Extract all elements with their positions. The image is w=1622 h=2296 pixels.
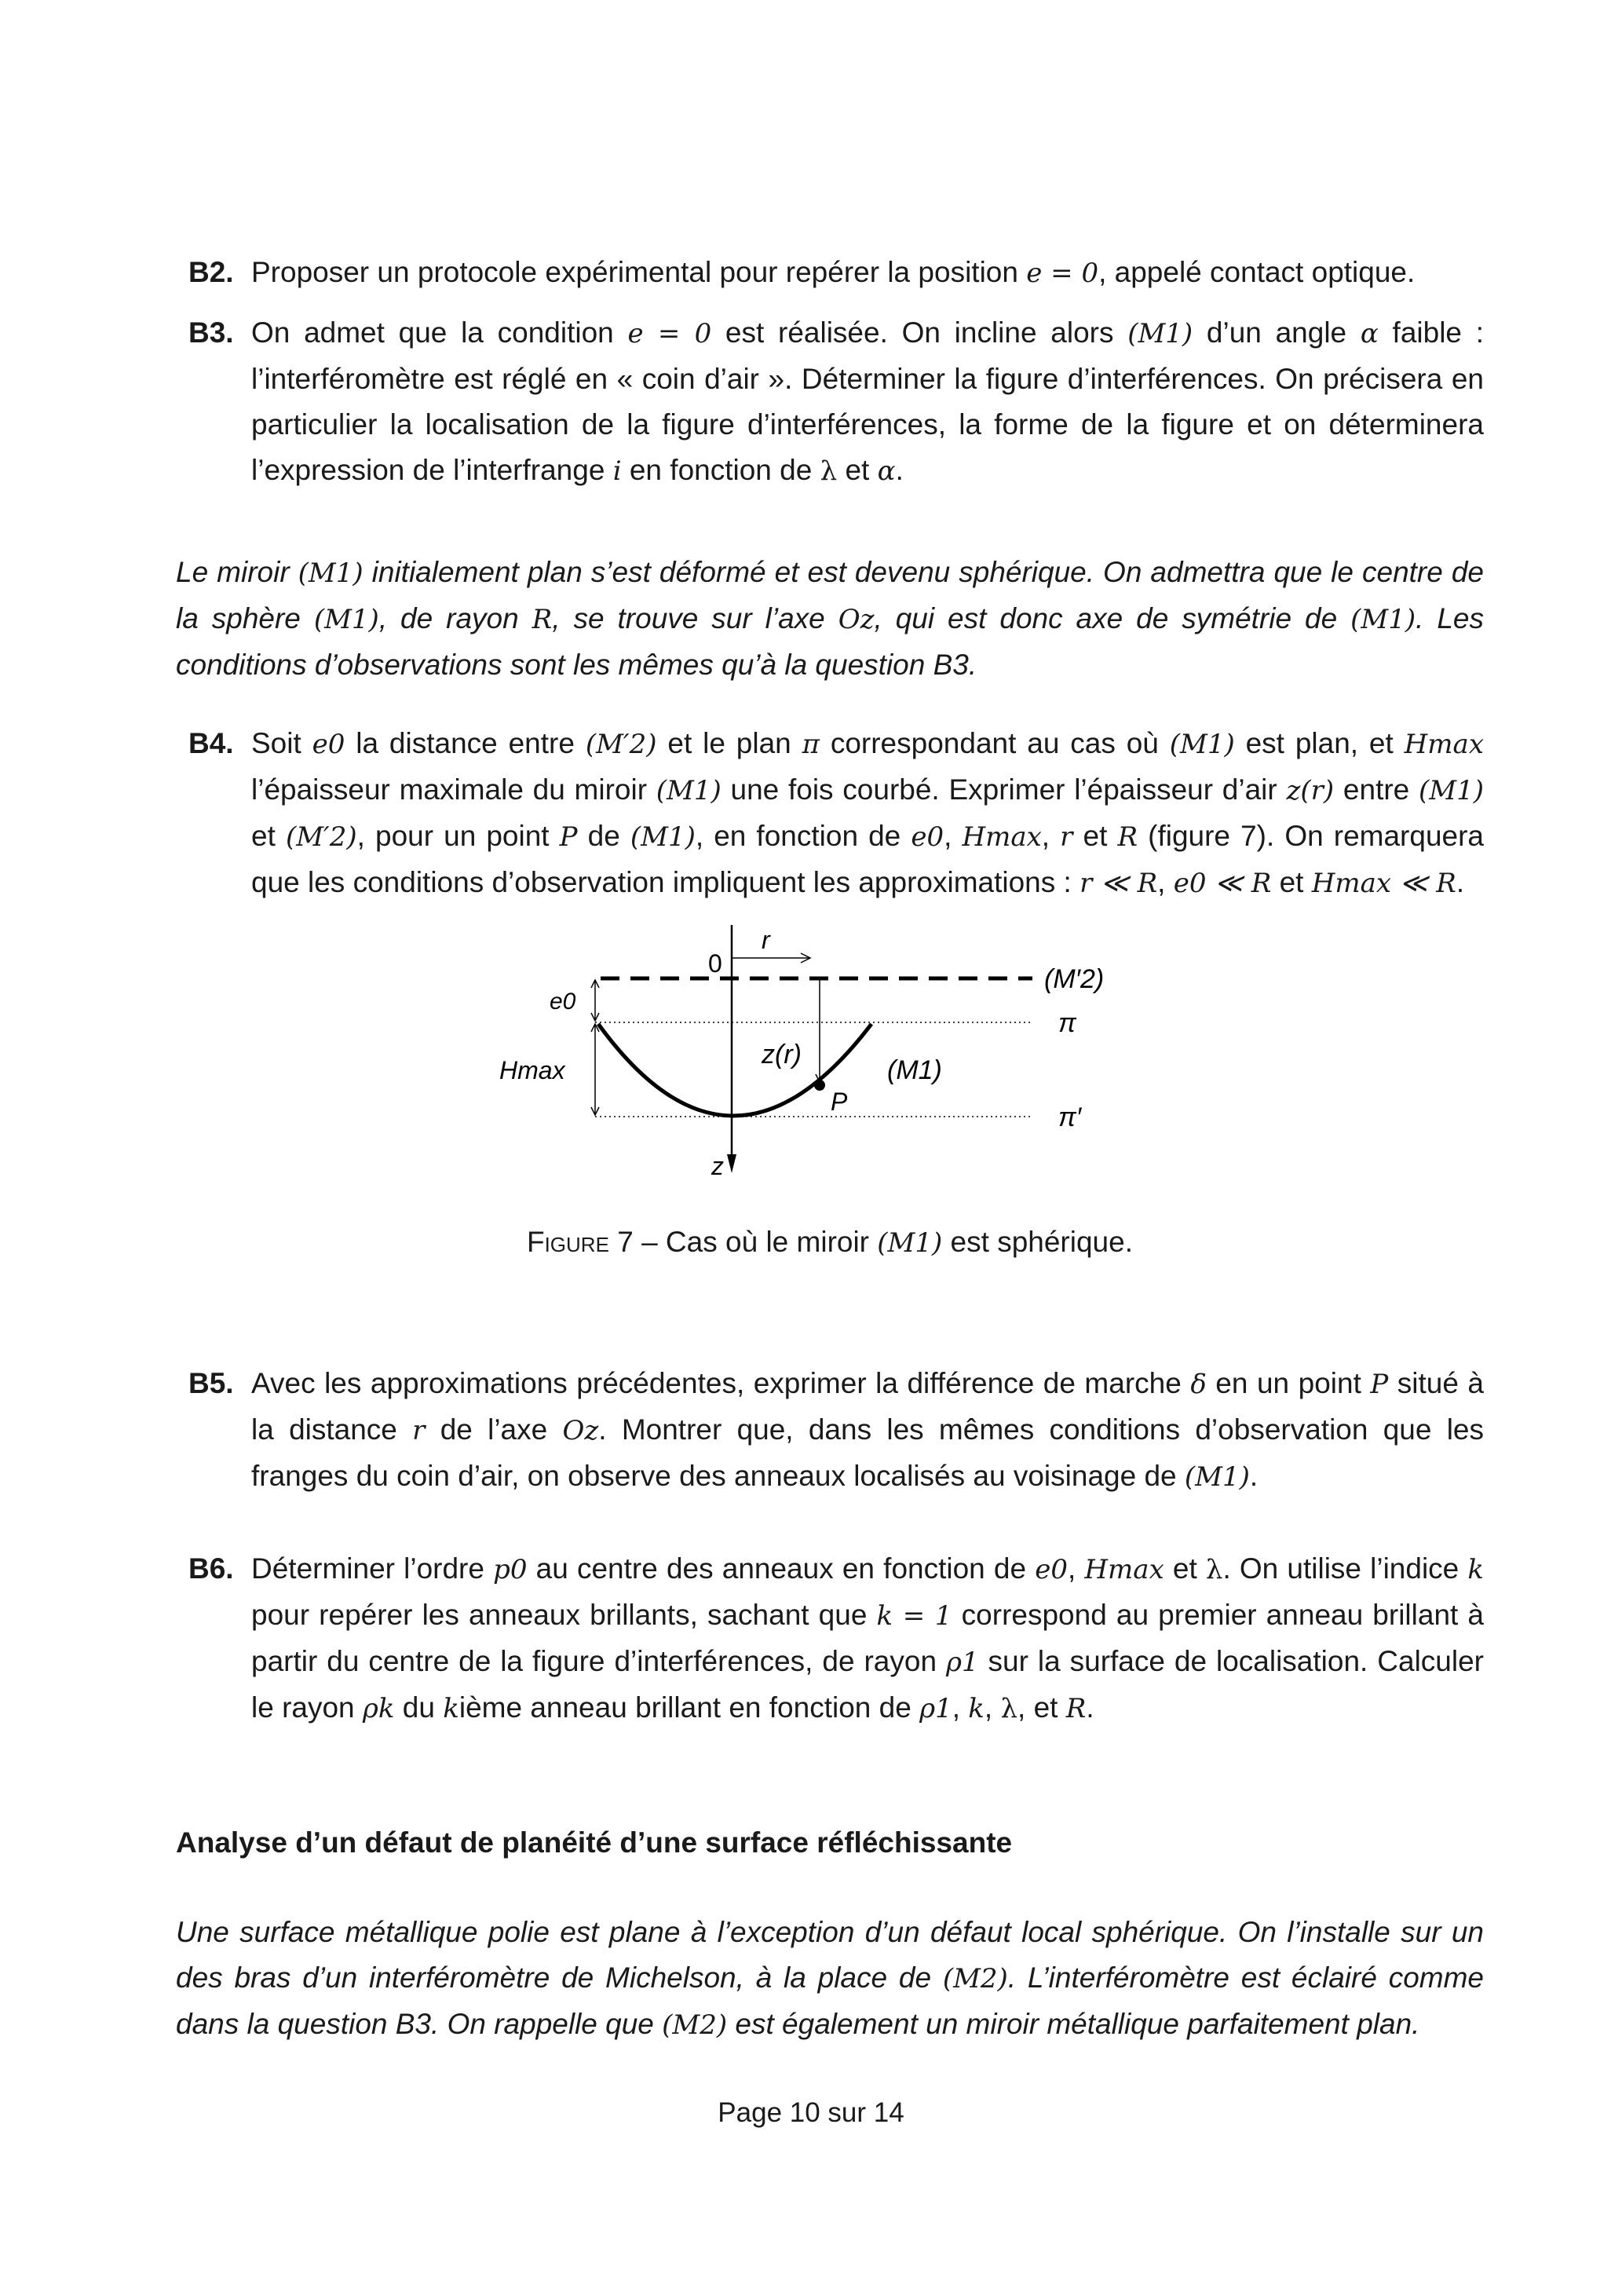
p-label: P xyxy=(831,1088,848,1116)
pi-prime-label: π′ xyxy=(1058,1102,1082,1132)
intro-paragraph-surface-defect: Une surface métallique polie est plane à l’exception d’un défaut local sphérique. On l’installe sur un des bras d’un interféromètre de Michelson, à la place de (M2). L’interféromètre est éclairé comme dans la question B3. On rappelle que (M2) est également un miroir métallique parfaitement plan. xyxy=(176,1916,1485,2041)
question-b3: B3. On admet que la condition e = 0 est réalisée. On incline alors (M1) d’un angle α faible : l’interféromètre est réglé en « coin d’air ». Déterminer la figure d’interférences. On précisera en particulier la localisation de la figure d’interférences, la forme de la figure et on déterminera l’expression de l’interfrange i en fonction de λ et α. xyxy=(176,310,1484,494)
r-label: r xyxy=(762,926,770,954)
origin-label: 0 xyxy=(708,949,722,978)
e0-label: e0 xyxy=(550,989,576,1015)
pi-label: π xyxy=(1058,1008,1076,1038)
question-b2: B2. Proposer un protocole expérimental pour repérer la position e = 0, appelé contact optique. xyxy=(176,250,1484,296)
m2-prime-label: (M′2) xyxy=(1044,964,1105,994)
page-footer: Page 10 sur 14 xyxy=(718,2097,904,2128)
hmax-label: Hmax xyxy=(499,1056,565,1084)
question-b4: B4. Soit e0 la distance entre (M′2) et le plan π correspondant au cas où (M1) est plan, et Hmax l’épaisseur maximale du miroir (M1) une fois courbé. Exprimer l’épaisseur d’air z(r) entre (M1) et (M′2), pour un point P de (M1), en fonction de e0, Hmax, r et R (figure 7). On remarquera que les conditions d’observation impliquent les approximations : r ≪ R, e0 ≪ R et Hmax ≪ R. xyxy=(176,721,1484,906)
intro-paragraph-spherical-mirror: Le miroir (M1) initialement plan s’est déformé et est devenu sphérique. On admettra que le centre de la sphère (M1), de rayon R, se trouve sur l’axe Oz, qui est donc axe de symétrie de (M1). Les conditions d’observations sont les mêmes qu’à la question B3. xyxy=(176,556,1484,681)
figure-7-spherical-mirror xyxy=(495,925,1162,1184)
zr-label: z(r) xyxy=(762,1040,802,1069)
point-p-marker xyxy=(814,1080,825,1091)
section-heading: Analyse d’un défaut de planéité d’une surface réfléchissante xyxy=(176,1826,1013,1859)
question-b6: B6. Déterminer l’ordre p0 au centre des anneaux en fonction de e0, Hmax et λ. On utilise l’indice k pour repérer les anneaux brillants, sachant que k = 1 correspond au premier anneau brillant à partir du centre de la figure d’interférences, de rayon ρ1 sur la surface de localisation. Calculer le rayon ρk du kième anneau brillant en fonction de ρ1, k, λ, et R. xyxy=(176,1546,1484,1731)
m1-label: (M1) xyxy=(887,1055,942,1085)
question-number: B2. xyxy=(188,256,234,288)
question-number: B5. xyxy=(188,1367,234,1399)
z-axis-label: z xyxy=(711,1152,724,1180)
z-axis-arrowhead xyxy=(727,1154,736,1173)
question-number: B6. xyxy=(188,1552,234,1585)
figure-7-caption: Figure 7 – Cas où le miroir (M1) est sphérique. xyxy=(526,1226,1133,1259)
question-b5: B5. Avec les approximations précédentes, exprimer la différence de marche δ en un point P situé à la distance r de l’axe Oz. Montrer que, dans les mêmes conditions d’observation que les franges du coin d’air, on observe des anneaux localisés au voisinage de (M1). xyxy=(176,1361,1484,1500)
question-number: B3. xyxy=(188,316,234,349)
question-number: B4. xyxy=(188,727,234,759)
